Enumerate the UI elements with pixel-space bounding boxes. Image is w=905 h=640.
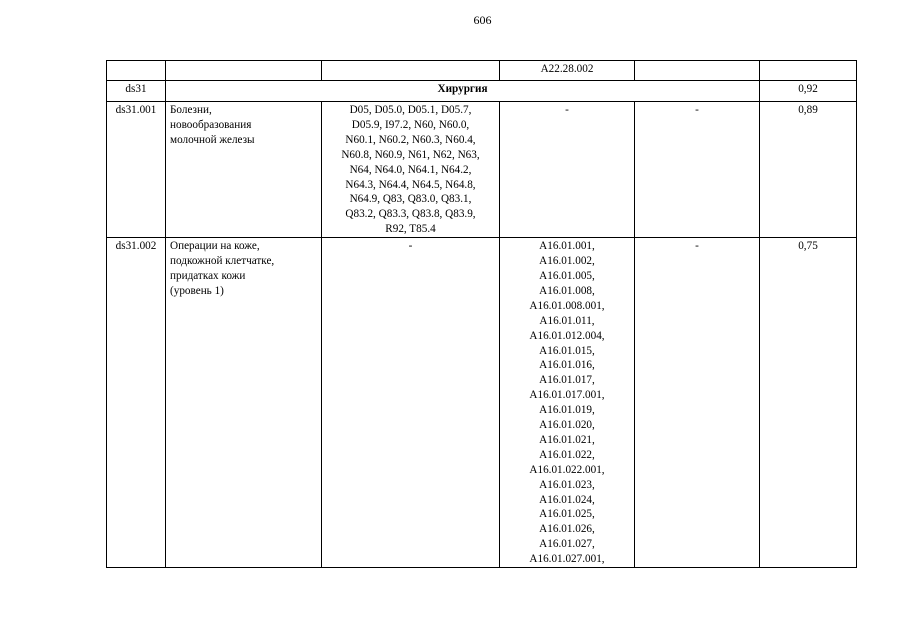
cell-code xyxy=(107,61,166,81)
cell-coefficient: 0,75 xyxy=(760,238,857,568)
tariff-table xyxy=(106,60,857,568)
cell-other: - xyxy=(635,238,760,568)
cell-coefficient xyxy=(760,61,857,81)
table-row xyxy=(107,238,857,568)
cell-other xyxy=(635,61,760,81)
section-row-surgery xyxy=(107,81,857,102)
cell-code: ds31.001 xyxy=(107,102,166,238)
table-row-continued xyxy=(107,61,857,81)
section-coefficient: 0,92 xyxy=(760,81,857,102)
page-number: 606 xyxy=(473,13,492,27)
cell-coefficient: 0,89 xyxy=(760,102,857,238)
cell-services: A22.28.002 xyxy=(500,61,635,81)
cell-name: Операции на коже, подкожной клетчатке, придатках кожи (уровень 1) xyxy=(166,238,322,568)
cell-services: A16.01.001, A16.01.002, A16.01.005, A16.01.008, A16.01.008.001, A16.01.011, A16.01.012.004, A16.01.015, A16.01.016, A16.01.017, A16.01.017.001, A16.01.019, A16.01.020, A16.01.021, A16.01.022, A16.01.022.001, A16.01.023, A16.01.024, A16.01.025, A16.01.026, A16.01.027, A16.01.027.001, xyxy=(500,238,635,568)
table-row xyxy=(107,102,857,238)
section-title: Хирургия xyxy=(166,81,760,102)
cell-name: Болезни, новообразования молочной железы xyxy=(166,102,322,238)
cell-diagnoses xyxy=(322,61,500,81)
cell-services: - xyxy=(500,102,635,238)
cell-other: - xyxy=(635,102,760,238)
cell-diagnoses: D05, D05.0, D05.1, D05.7, D05.9, I97.2, N60, N60.0, N60.1, N60.2, N60.3, N60.4, N60.8, N60.9, N61, N62, N63, N64, N64.0, N64.1, N64.2, N64.3, N64.4, N64.5, N64.8, N64.9, Q83, Q83.0, Q83.1, Q83.2, Q83.3, Q83.8, Q83.9, R92, T85.4 xyxy=(322,102,500,238)
section-code: ds31 xyxy=(107,81,166,102)
cell-diagnoses: - xyxy=(322,238,500,568)
cell-code: ds31.002 xyxy=(107,238,166,568)
cell-name xyxy=(166,61,322,81)
